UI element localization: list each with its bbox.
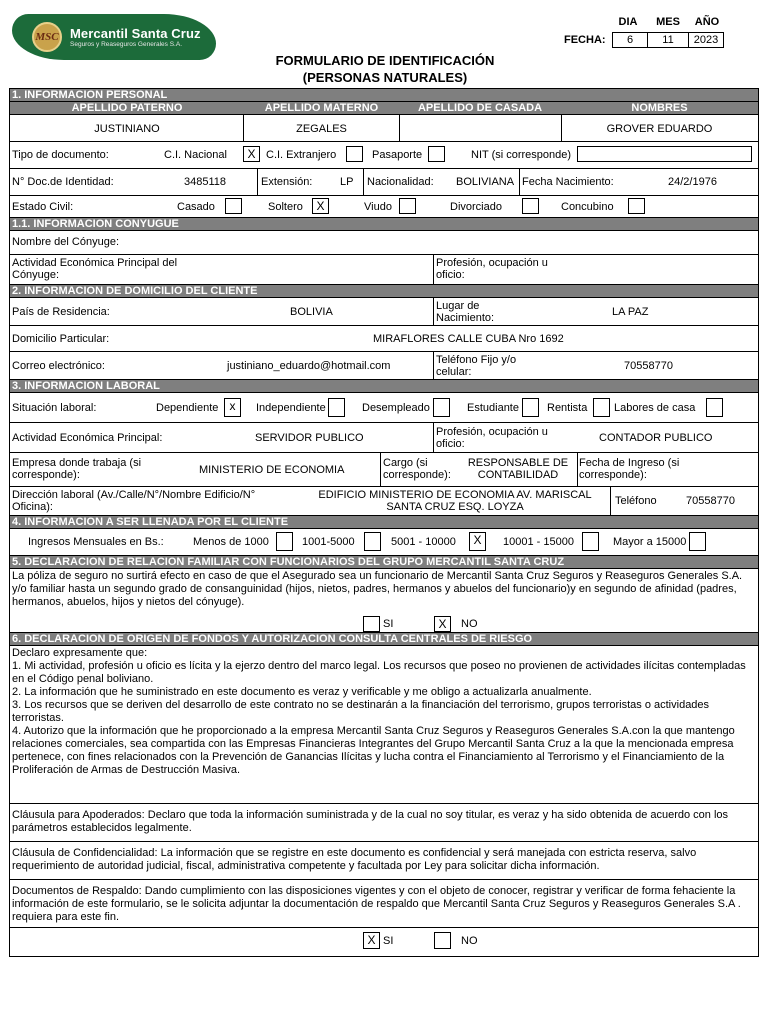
domicilio-label: Domicilio Particular: — [12, 333, 110, 345]
income-range-2-checkbox[interactable] — [364, 532, 381, 551]
income-range-4-label: 10001 - 15000 — [503, 536, 574, 548]
income-range-1-label: Menos de 1000 — [193, 536, 269, 548]
ci-extranjero-label: C.I. Extranjero — [266, 149, 337, 161]
income-range-5-checkbox[interactable] — [689, 532, 706, 551]
apoderados-row — [10, 804, 758, 842]
dia-label: DIA — [618, 16, 638, 28]
contact-row — [10, 352, 758, 380]
name-values-row — [10, 115, 758, 142]
viudo-checkbox[interactable] — [399, 198, 416, 214]
residence-row — [10, 298, 758, 326]
family-no-label: NO — [461, 618, 478, 630]
work-phone-label: Teléfono — [615, 495, 657, 507]
work-address-row — [10, 487, 758, 516]
spouse-name-label: Nombre del Cónyuge: — [12, 236, 120, 248]
telefono-value[interactable]: 70558770 — [624, 360, 673, 372]
ci-nacional-checkbox[interactable]: X — [243, 146, 260, 162]
header-apellido-paterno: APELLIDO PATERNO — [71, 102, 183, 114]
pais-label: País de Residencia: — [12, 306, 110, 318]
section-laboral-title: 3. INFORMACION LABORAL — [10, 380, 758, 393]
nombres-value[interactable]: GROVER EDUARDO — [606, 123, 713, 135]
soltero-label: Soltero — [268, 201, 303, 213]
respaldo-no-label: NO — [461, 935, 478, 947]
family-declaration-row — [10, 569, 758, 633]
section-personal-title: 1. INFORMACION PERSONAL — [10, 89, 758, 102]
activity-value[interactable]: SERVIDOR PUBLICO — [255, 432, 364, 444]
desempleado-label: Desempleado — [362, 402, 430, 414]
divorciado-label: Divorciado — [450, 201, 502, 213]
rentista-checkbox[interactable] — [593, 398, 610, 417]
anio-field[interactable]: 2023 — [688, 32, 724, 48]
pasaporte-checkbox[interactable] — [428, 146, 445, 162]
profession-value[interactable]: CONTADOR PUBLICO — [599, 432, 713, 444]
nacionalidad-value[interactable]: BOLIVIANA — [456, 176, 515, 188]
section-conyugue-title: 1.1. INFORMACION CONYUGUE — [10, 218, 758, 231]
family-no-checkbox[interactable]: X — [434, 616, 451, 632]
funds-declaration-row — [10, 646, 758, 804]
fecha-label: FECHA: — [564, 34, 606, 46]
email-value[interactable]: justiniano_eduardo@hotmail.com — [227, 360, 391, 372]
header-apellido-casada: APELLIDO DE CASADA — [417, 102, 543, 114]
respaldo-row — [10, 880, 758, 928]
logo-subtitle: Seguros y Reaseguros Generales S.A. — [70, 41, 183, 48]
nit-field[interactable] — [577, 146, 752, 162]
dependiente-checkbox[interactable]: x — [224, 398, 241, 417]
labores-casa-checkbox[interactable] — [706, 398, 723, 417]
pasaporte-label: Pasaporte — [372, 149, 423, 161]
extension-label: Extensión: — [261, 176, 313, 188]
spouse-activity-label: Actividad Económica Principal del Cónyuge: — [12, 257, 178, 281]
income-range-1-checkbox[interactable] — [276, 532, 293, 551]
domicilio-row — [10, 326, 758, 352]
form-title: FORMULARIO DE IDENTIFICACIÓN (PERSONAS NATURALES) — [275, 53, 495, 85]
header-apellido-materno: APELLIDO MATERNO — [264, 102, 379, 114]
name-headers — [10, 102, 758, 115]
labor-status-label: Situación laboral: — [12, 402, 97, 414]
respaldo-text: Documentos de Respaldo: Dando cumplimiento con las disposiciones vigentes y con el objeto de conocer, registrar y verificar de forma fehaciente la información de este formulario, se le solicita adjuntar la documentación de respaldo que Mercantil Santa Cruz Seguros y Reaseguros Generales S.A . requiera para este fin. — [12, 885, 741, 923]
funds-intro: Declaro expresamente que: — [12, 647, 148, 659]
fecha-nacimiento-value[interactable]: 24/2/1976 — [668, 176, 717, 188]
income-range-2-label: 1001-5000 — [302, 536, 355, 548]
respaldo-si-checkbox[interactable]: X — [363, 932, 380, 949]
cargo-label: Cargo (si corresponde): — [383, 457, 451, 481]
id-row — [10, 169, 758, 196]
respaldo-si-label: SI — [383, 935, 394, 947]
income-range-4-checkbox[interactable] — [582, 532, 599, 551]
funds-point-3: 3. Los recursos que se deriven del desarrollo de este contrato no se destinarán a la financiación del terrorismo, grupos terroristas o actividades terroristas. — [12, 699, 710, 724]
concubino-label: Concubino — [561, 201, 614, 213]
income-range-3-label: 5001 - 10000 — [391, 536, 456, 548]
employer-row — [10, 453, 758, 487]
logo-name: Mercantil Santa Cruz — [70, 26, 201, 41]
apellido-paterno-value[interactable]: JUSTINIANO — [94, 123, 160, 135]
pais-value[interactable]: BOLIVIA — [290, 306, 333, 318]
economic-activity-row — [10, 423, 758, 453]
id-number-value[interactable]: 3485118 — [184, 176, 227, 188]
income-row — [10, 529, 758, 556]
lugar-nacimiento-label: Lugar de Nacimiento: — [436, 300, 495, 324]
employer-value[interactable]: MINISTERIO DE ECONOMIA — [199, 464, 345, 476]
civil-status-row — [10, 196, 758, 218]
respaldo-options-row — [10, 928, 758, 956]
income-label: Ingresos Mensuales en Bs.: — [28, 536, 164, 548]
independiente-checkbox[interactable] — [328, 398, 345, 417]
telefono-label: Teléfono Fijo y/o celular: — [436, 354, 517, 378]
casado-label: Casado — [177, 201, 215, 213]
section-family-title: 5. DECLARACION DE RELACION FAMILIAR CON FUNCIONARIOS DEL GRUPO MERCANTIL SANTA CRUZ — [10, 556, 758, 569]
civil-status-label: Estado Civil: — [12, 201, 74, 213]
fecha-ingreso-label: Fecha de Ingreso (si corresponde): — [579, 457, 680, 481]
mes-field[interactable]: 11 — [647, 32, 689, 48]
work-address-label: Dirección laboral (Av./Calle/N°/Nombre Edificio/N° Oficina): — [12, 489, 256, 513]
document-type-label: Tipo de documento: — [12, 149, 109, 161]
employer-label: Empresa donde trabaja (si corresponde): — [12, 457, 142, 481]
nacionalidad-label: Nacionalidad: — [367, 176, 434, 188]
income-range-3-checkbox[interactable]: X — [469, 532, 486, 551]
family-si-checkbox[interactable] — [363, 616, 380, 632]
header-nombres: NOMBRES — [631, 102, 688, 114]
apoderados-text: Cláusula para Apoderados: Declaro que toda la información suministrada y de la cual no soy titular, es veraz y ha sido obtenida de acuerdo con los parámetros establecidos legalmente. — [12, 809, 729, 834]
logo-seal-icon: MSC — [32, 22, 62, 52]
section-funds-title: 6. DECLARACION DE ORIGEN DE FONDOS Y AUTORIZACION CONSULTA CENTRALES DE RIESGO — [10, 633, 758, 646]
nit-label: NIT (si corresponde) — [471, 149, 572, 161]
identification-form — [9, 88, 759, 957]
labor-status-row — [10, 393, 758, 423]
mes-label: MES — [656, 16, 680, 28]
rentista-label: Rentista — [547, 402, 588, 414]
divorciado-checkbox[interactable] — [522, 198, 539, 214]
soltero-checkbox[interactable]: X — [312, 198, 329, 214]
confidencialidad-row — [10, 842, 758, 880]
labores-casa-label: Labores de casa — [614, 402, 696, 414]
income-range-5-label: Mayor a 15000 — [613, 536, 687, 548]
ci-nacional-label: C.I. Nacional — [164, 149, 227, 161]
concubino-checkbox[interactable] — [628, 198, 645, 214]
company-logo — [12, 14, 216, 60]
funds-point-4: 4. Autorizo que la información que he proporcionado a la empresa Mercantil Santa Cruz Seguros y Reaseguros Generales S.A.con la que mantengo relaciones comerciales, sea compartida con las Empresas Financieras Integrantes del Grupo Mercantil Santa Cruz a la que la mencionada empresa pertenece, con fines relacionados con la Prevención de Ganancias Ilícitas y lucha contra el Financiamiento al Terrorismo y el Financiamiento de la Proliferación de Armas de Destrucción Masiva. — [12, 725, 735, 776]
spouse-activity-row — [10, 255, 758, 285]
confidencialidad-text: Cláusula de Confidencialidad: La información que se registre en este documento es confidencial y será manejada con estricta reserva, salvo requerimiento de autoridad judicial, fiscal, administrativa competente y facultada por Ley para solicitar dicha información. — [12, 847, 697, 872]
id-number-label: N° Doc.de Identidad: — [12, 176, 114, 188]
funds-point-1: 1. Mi actividad, profesión u oficio es lícita y la ejerzo dentro del marco legal. Los recursos que poseo no provienen de actividades ilícitas contempladas en el Código penal boliviano. — [12, 660, 746, 685]
email-label: Correo electrónico: — [12, 360, 105, 372]
estudiante-checkbox[interactable] — [522, 398, 539, 417]
dia-field[interactable]: 6 — [612, 32, 648, 48]
extension-value[interactable]: LP — [340, 176, 354, 188]
spouse-name-row — [10, 231, 758, 255]
independiente-label: Independiente — [256, 402, 326, 414]
respaldo-no-checkbox[interactable] — [434, 932, 451, 949]
estudiante-label: Estudiante — [467, 402, 519, 414]
ci-extranjero-checkbox[interactable] — [346, 146, 363, 162]
spouse-profession-label: Profesión, ocupación u oficio: — [436, 257, 548, 281]
casado-checkbox[interactable] — [225, 198, 242, 214]
cargo-value[interactable]: RESPONSABLE DE CONTABILIDAD — [467, 457, 569, 481]
dependiente-label: Dependiente — [156, 402, 219, 414]
family-declaration-text: La póliza de seguro no surtirá efecto en caso de que el Asegurado sea un funcionario de Mercantil Santa Cruz Seguros y Reaseguros Generales S.A. y/o familiar hasta un segundo grado de consanguinidad (hijos, nietos, padres, hermanos y abuelos del funcionario)y en segundo de afinidad (padres, hermanos, abuelos, hijos y nietos del cónyuge). — [12, 570, 743, 608]
activity-label: Actividad Económica Principal: — [12, 432, 163, 444]
fecha-nacimiento-label: Fecha Nacimiento: — [522, 176, 614, 188]
lugar-nacimiento-value[interactable]: LA PAZ — [612, 306, 649, 318]
profession-label: Profesión, ocupación u oficio: — [436, 426, 548, 450]
funds-point-2: 2. La información que he suministrado en este documento es veraz y verificable y me obligo a actualizarla anualmente. — [12, 686, 592, 698]
viudo-label: Viudo — [364, 201, 392, 213]
anio-label: AÑO — [694, 16, 720, 28]
desempleado-checkbox[interactable] — [433, 398, 450, 417]
apellido-materno-value[interactable]: ZEGALES — [296, 123, 347, 135]
section-domicilio-title: 2. INFORMACION DE DOMICILIO DEL CLIENTE — [10, 285, 758, 298]
family-si-label: SI — [383, 618, 394, 630]
section-client-title: 4. INFORMACION A SER LLENADA POR EL CLIENTE — [10, 516, 758, 529]
domicilio-value[interactable]: MIRAFLORES CALLE CUBA Nro 1692 — [373, 333, 564, 345]
document-type-row — [10, 142, 758, 169]
work-address-value[interactable]: EDIFICIO MINISTERIO DE ECONOMIA AV. MARISCAL SANTA CRUZ ESQ. LOYZA — [318, 489, 592, 513]
work-phone-value[interactable]: 70558770 — [686, 495, 735, 507]
